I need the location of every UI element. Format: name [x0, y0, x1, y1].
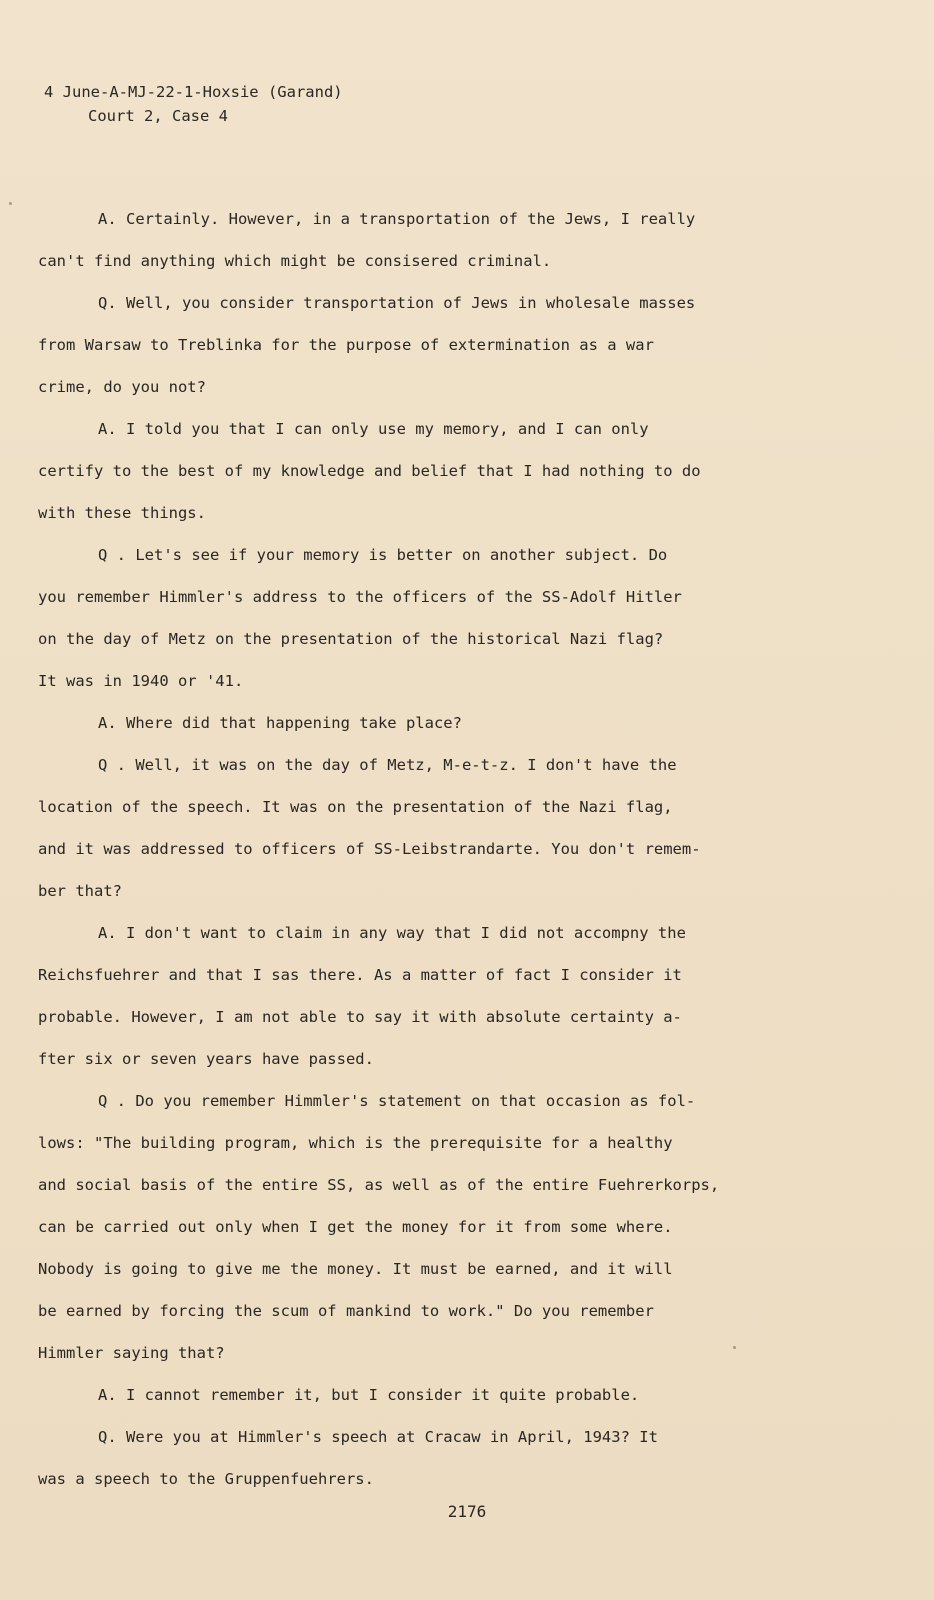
transcript-line: location of the speech. It was on the presentation of the Nazi flag, [38, 798, 673, 816]
transcript-line: A. I cannot remember it, but I consider it quite probable. [98, 1386, 640, 1404]
transcript-line: Q . Let's see if your memory is better on another subject. Do [98, 546, 668, 564]
transcript-line: It was in 1940 or '41. [38, 672, 244, 690]
transcript-paragraph [38, 1374, 798, 1416]
transcript-line: A. I don't want to claim in any way that I did not accompny the [98, 924, 686, 942]
transcript-line: Q. Were you at Himmler's speech at Cracaw in April, 1943? It [98, 1428, 658, 1446]
transcript-line: be earned by forcing the scum of mankind to work." Do you remember [38, 1302, 654, 1320]
header-reference-line: 4 June-A-MJ-22-1-Hoxsie (Garand) [44, 83, 343, 101]
transcript-line: crime, do you not? [38, 378, 206, 396]
transcript-line: Q . Well, it was on the day of Metz, M-e-t-z. I don't have the [98, 756, 677, 774]
transcript-line: from Warsaw to Treblinka for the purpose of extermination as a war [38, 336, 654, 354]
transcript-line: fter six or seven years have passed. [38, 1050, 374, 1068]
transcript-line: Q. Well, you consider transportation of Jews in wholesale masses [98, 294, 696, 312]
transcript-line: was a speech to the Gruppenfuehrers. [38, 1470, 374, 1488]
transcript-line: A. I told you that I can only use my memory, and I can only [98, 420, 649, 438]
transcript-paragraph [38, 198, 798, 282]
transcript-line: you remember Himmler's address to the officers of the SS-Adolf Hitler [38, 588, 682, 606]
transcript-paragraph [38, 912, 798, 1080]
transcript-line: Nobody is going to give me the money. It must be earned, and it will [38, 1260, 673, 1278]
transcript-line: can be carried out only when I get the money for it from some where. [38, 1218, 673, 1236]
transcript-line: lows: "The building program, which is the prerequisite for a healthy [38, 1134, 673, 1152]
transcript-paragraph [38, 702, 798, 744]
transcript-paragraph [38, 744, 798, 912]
transcript-line: Reichsfuehrer and that I sas there. As a matter of fact I consider it [38, 966, 682, 984]
transcript-paragraph [38, 1416, 798, 1500]
transcript-line: certify to the best of my knowledge and belief that I had nothing to do [38, 462, 701, 480]
transcript-paragraph [38, 282, 798, 408]
document-header [44, 80, 343, 128]
transcript-line: A. Certainly. However, in a transportation of the Jews, I really [98, 210, 696, 228]
transcript-line: with these things. [38, 504, 206, 522]
transcript-line: Q . Do you remember Himmler's statement on that occasion as fol- [98, 1092, 696, 1110]
transcript-line: and social basis of the entire SS, as well as of the entire Fuehrerkorps, [38, 1176, 720, 1194]
paper-speck [733, 1346, 736, 1349]
transcript-line: Himmler saying that? [38, 1344, 225, 1362]
transcript-line: can't find anything which might be consisered criminal. [38, 252, 552, 270]
page-number: 2176 [447, 1502, 487, 1521]
transcript-paragraph [38, 1080, 798, 1374]
transcript-line: on the day of Metz on the presentation of the historical Nazi flag? [38, 630, 664, 648]
paper-speck [9, 202, 12, 205]
transcript-line: probable. However, I am not able to say it with absolute certainty a- [38, 1008, 682, 1026]
transcript-line: ber that? [38, 882, 122, 900]
transcript-paragraph [38, 534, 798, 702]
transcript-paragraph [38, 408, 798, 534]
header-court-line: Court 2, Case 4 [88, 107, 228, 125]
transcript-line: and it was addressed to officers of SS-Leibstrandarte. You don't remem- [38, 840, 701, 858]
transcript-line: A. Where did that happening take place? [98, 714, 462, 732]
transcript-body [38, 198, 798, 1500]
